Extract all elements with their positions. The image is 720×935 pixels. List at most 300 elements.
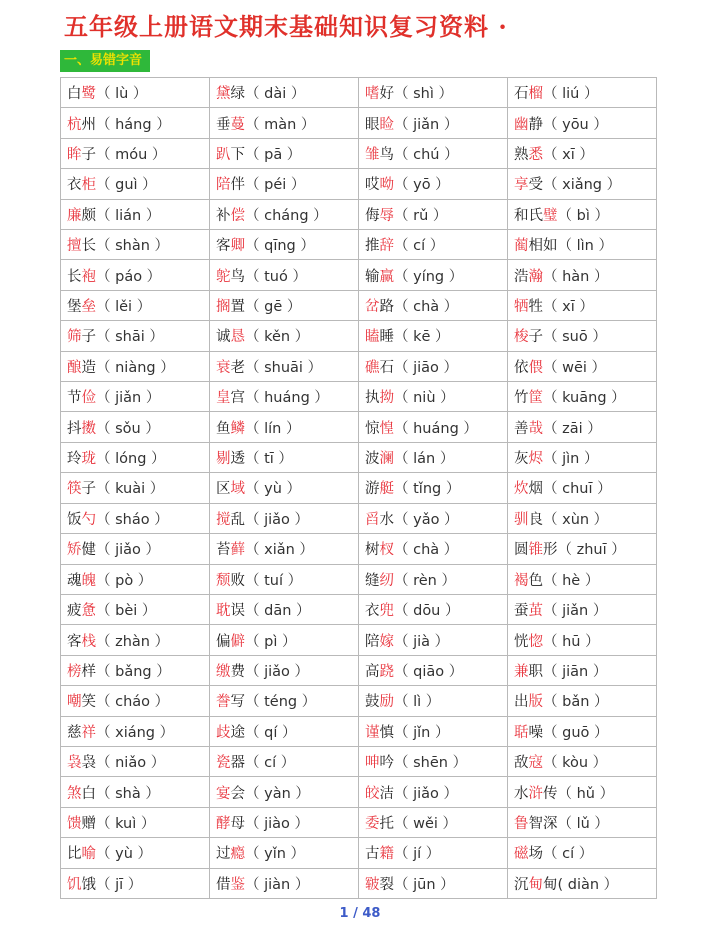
word-prefix: 诚 — [216, 329, 231, 346]
highlighted-char: 驯 — [514, 511, 529, 528]
word-suffix: 水 — [379, 511, 394, 528]
word-suffix: 绿 — [230, 86, 245, 103]
word-suffix: 噪 — [528, 724, 543, 741]
pinyin: （ pā ） — [245, 147, 302, 164]
highlighted-char: 嗜 — [365, 86, 380, 103]
word-cell — [359, 656, 508, 686]
word-cell — [508, 808, 657, 838]
highlighted-char: 祥 — [81, 724, 96, 741]
word-prefix: 客 — [216, 238, 231, 255]
word-cell — [508, 747, 657, 777]
pinyin: （ kē ） — [394, 329, 450, 346]
pinyin: （ dōu ） — [394, 603, 460, 620]
highlighted-char: 皲 — [365, 876, 380, 893]
word-suffix: 牲 — [528, 299, 543, 316]
highlighted-char: 聒 — [514, 724, 529, 741]
word-cell — [359, 260, 508, 290]
word-cell — [508, 717, 657, 747]
pinyin: （ pì ） — [245, 633, 297, 650]
word-cell — [359, 108, 508, 138]
word-prefix: 衣 — [67, 177, 82, 194]
pinyin: （ kuài ） — [96, 481, 165, 498]
highlighted-char: 搁 — [216, 299, 231, 316]
highlighted-char: 浒 — [528, 785, 543, 802]
word-cell — [61, 838, 210, 868]
word-suffix: 好 — [379, 86, 394, 103]
pinyin: （ jiǎo ） — [394, 785, 459, 802]
word-cell — [508, 230, 657, 260]
highlighted-char: 蔓 — [230, 116, 245, 133]
pinyin: （ lěi ） — [96, 299, 152, 316]
word-cell — [359, 230, 508, 260]
highlighted-char: 擅 — [67, 238, 82, 255]
word-cell — [210, 838, 359, 868]
pinyin: （ yíng ） — [394, 268, 464, 285]
pinyin: （ jiāo ） — [394, 359, 459, 376]
word-cell — [359, 869, 508, 899]
word-prefix: 敌 — [514, 755, 529, 772]
highlighted-char: 澜 — [379, 451, 394, 468]
word-cell — [359, 200, 508, 230]
highlighted-char: 版 — [528, 694, 543, 711]
pinyin: （ bèi ） — [96, 603, 157, 620]
word-cell — [61, 291, 210, 321]
highlighted-char: 嘲 — [67, 694, 82, 711]
pinyin: （ chú ） — [394, 147, 459, 164]
highlighted-char: 藓 — [230, 542, 245, 559]
pinyin: （ hū ） — [543, 633, 600, 650]
word-suffix: 睡 — [379, 329, 394, 346]
pinyin: （ xiǎng ） — [543, 177, 622, 194]
word-cell — [359, 504, 508, 534]
pinyin: （ xiǎn ） — [245, 542, 314, 559]
word-prefix: 垂 — [216, 116, 231, 133]
word-cell — [61, 504, 210, 534]
word-cell — [61, 200, 210, 230]
word-suffix: 误 — [230, 603, 245, 620]
highlighted-char: 偿 — [230, 207, 245, 224]
word-suffix: 健 — [81, 542, 96, 559]
pinyin: （ lìn ） — [557, 238, 613, 255]
word-cell — [508, 473, 657, 503]
word-prefix: 衣 — [365, 603, 380, 620]
pinyin: （ màn ） — [245, 116, 316, 133]
word-cell — [210, 230, 359, 260]
word-cell — [61, 169, 210, 199]
word-suffix: 烟 — [528, 481, 543, 498]
word-suffix: 子 — [81, 481, 96, 498]
pinyin: （ jiǎo ） — [245, 511, 310, 528]
word-suffix: 受 — [528, 177, 543, 194]
highlighted-char: 赢 — [379, 268, 394, 285]
word-suffix: 伴 — [230, 177, 245, 194]
word-cell — [210, 808, 359, 838]
highlighted-char: 魄 — [81, 572, 96, 589]
highlighted-char: 俭 — [81, 390, 96, 407]
highlighted-char: 耽 — [216, 603, 231, 620]
highlighted-char: 舀 — [365, 511, 380, 528]
word-suffix: 子 — [528, 329, 543, 346]
word-cell — [359, 443, 508, 473]
pinyin: （ jūn ） — [394, 876, 455, 893]
word-cell — [508, 534, 657, 564]
word-prefix: 推 — [365, 238, 380, 255]
word-cell — [508, 382, 657, 412]
word-cell — [210, 686, 359, 716]
word-cell — [359, 747, 508, 777]
word-cell — [210, 777, 359, 807]
word-cell — [508, 625, 657, 655]
word-prefix: 抖 — [67, 420, 82, 437]
word-cell — [359, 352, 508, 382]
word-prefix: 树 — [365, 542, 380, 559]
highlighted-char: 牺 — [514, 299, 529, 316]
highlighted-char: 筷 — [67, 481, 82, 498]
word-suffix: 静 — [528, 116, 543, 133]
word-cell — [210, 321, 359, 351]
word-cell — [359, 473, 508, 503]
highlighted-char: 拗 — [379, 390, 394, 407]
word-cell — [61, 808, 210, 838]
word-cell — [359, 808, 508, 838]
pinyin: （ péi ） — [245, 177, 306, 194]
highlighted-char: 睑 — [379, 116, 394, 133]
highlighted-char: 筛 — [67, 329, 82, 346]
word-prefix: 区 — [216, 481, 231, 498]
word-suffix: 良 — [528, 511, 543, 528]
pinyin: （ lì ） — [394, 694, 441, 711]
highlighted-char: 鳞 — [230, 420, 245, 437]
word-suffix: 宫 — [230, 390, 245, 407]
word-suffix: 路 — [379, 299, 394, 316]
word-prefix: 灰 — [514, 451, 529, 468]
word-cell — [210, 291, 359, 321]
pinyin: （ jǐn ） — [394, 724, 450, 741]
word-suffix: 写 — [230, 694, 245, 711]
word-suffix: 会 — [230, 785, 245, 802]
word-cell — [359, 78, 508, 108]
word-cell — [508, 656, 657, 686]
highlighted-char: 梭 — [514, 329, 529, 346]
word-cell — [508, 291, 657, 321]
word-cell — [61, 656, 210, 686]
highlighted-char: 磁 — [514, 846, 529, 863]
word-cell — [210, 443, 359, 473]
pinyin: （ xī ） — [543, 147, 594, 164]
word-suffix: 场 — [528, 846, 543, 863]
highlighted-char: 缴 — [216, 663, 231, 680]
highlighted-char: 雏 — [365, 147, 380, 164]
highlighted-char: 谨 — [365, 724, 380, 741]
highlighted-char: 委 — [365, 815, 380, 832]
word-cell — [508, 443, 657, 473]
word-prefix: 比 — [67, 846, 82, 863]
word-prefix: 高 — [365, 663, 380, 680]
word-cell — [359, 412, 508, 442]
word-cell — [61, 230, 210, 260]
pinyin: （ hǔ ） — [557, 785, 615, 802]
highlighted-char: 呻 — [365, 755, 380, 772]
word-cell — [508, 838, 657, 868]
highlighted-char: 籍 — [379, 846, 394, 863]
word-prefix: 和氏 — [514, 207, 543, 224]
word-suffix: 乱 — [230, 511, 245, 528]
word-cell — [508, 412, 657, 442]
word-prefix: 蚕 — [514, 603, 529, 620]
word-prefix: 堡 — [67, 299, 82, 316]
pinyin: （ lán ） — [394, 451, 455, 468]
highlighted-char: 宴 — [216, 785, 231, 802]
word-cell — [61, 717, 210, 747]
pinyin: （ jiān ） — [543, 663, 608, 680]
highlighted-char: 眸 — [67, 147, 82, 164]
word-suffix: 鸟 — [230, 268, 245, 285]
word-cell — [210, 260, 359, 290]
pinyin: （ gē ） — [245, 299, 302, 316]
pinyin: （ yō ） — [394, 177, 450, 194]
word-prefix: 依 — [514, 359, 529, 376]
highlighted-char: 酿 — [67, 359, 82, 376]
pinyin: （ guì ） — [96, 177, 157, 194]
pinyin: （ shuāi ） — [245, 359, 323, 376]
word-cell — [210, 473, 359, 503]
pinyin: （ cí ） — [543, 846, 594, 863]
highlighted-char: 跷 — [379, 663, 394, 680]
highlighted-char: 榴 — [528, 86, 543, 103]
pinyin: （ xī ） — [543, 299, 594, 316]
highlighted-char: 皎 — [365, 785, 380, 802]
word-cell — [508, 777, 657, 807]
word-prefix: 石 — [514, 86, 529, 103]
pinyin: （ chà ） — [394, 542, 459, 559]
word-cell — [210, 200, 359, 230]
word-cell — [61, 686, 210, 716]
highlighted-char: 饥 — [67, 876, 82, 893]
pinyin: （ kòu ） — [543, 755, 608, 772]
page-title: 五年级上册语文期末基础知识复习资料 · — [64, 12, 508, 41]
highlighted-char: 勺 — [81, 511, 96, 528]
pinyin: （ chuī ） — [543, 481, 612, 498]
pinyin: （ niù ） — [394, 390, 455, 407]
word-suffix: 吟 — [379, 755, 394, 772]
word-prefix: 饭 — [67, 511, 82, 528]
pinyin: （ tī ） — [245, 451, 293, 468]
highlighted-char: 僻 — [230, 633, 245, 650]
word-prefix: 缝 — [365, 572, 380, 589]
word-cell — [359, 625, 508, 655]
word-prefix: 补 — [216, 207, 231, 224]
word-suffix: 慎 — [379, 724, 394, 741]
highlighted-char: 惫 — [81, 603, 96, 620]
word-prefix: 玲 — [67, 451, 82, 468]
word-prefix: 鼓 — [365, 694, 380, 711]
word-prefix: 水 — [514, 785, 529, 802]
word-cell — [61, 382, 210, 412]
pinyin: （ guō ） — [543, 724, 609, 741]
word-suffix: 颇 — [81, 207, 96, 224]
highlighted-char: 陪 — [216, 177, 231, 194]
word-cell — [359, 382, 508, 412]
word-suffix: 洁 — [379, 785, 394, 802]
highlighted-char: 瞌 — [365, 329, 380, 346]
word-cell — [61, 352, 210, 382]
pinyin: （ yù ） — [245, 481, 301, 498]
word-prefix: 侮 — [365, 207, 380, 224]
word-cell — [508, 200, 657, 230]
word-suffix: 智深 — [528, 815, 558, 832]
word-cell — [210, 869, 359, 899]
highlighted-char: 域 — [230, 481, 245, 498]
word-cell — [359, 717, 508, 747]
highlighted-char: 烬 — [528, 451, 543, 468]
pinyin: （ niàng ） — [96, 359, 175, 376]
word-prefix: 惊 — [365, 420, 380, 437]
word-suffix: 母 — [230, 815, 245, 832]
word-prefix: 慈 — [67, 724, 82, 741]
highlighted-char: 茧 — [528, 603, 543, 620]
pinyin: （ sháo ） — [96, 511, 169, 528]
pinyin: （ jiǎn ） — [543, 603, 608, 620]
highlighted-char: 恳 — [230, 329, 245, 346]
pinyin: （ tǐng ） — [394, 481, 461, 498]
pinyin: （ móu ） — [96, 147, 167, 164]
pinyin: （ cháo ） — [96, 694, 170, 711]
highlighted-char: 璧 — [543, 207, 558, 224]
pinyin: （ hè ） — [543, 572, 600, 589]
word-cell — [359, 838, 508, 868]
highlighted-char: 鲁 — [514, 815, 529, 832]
pinyin: （ jī ） — [96, 876, 143, 893]
highlighted-char: 惶 — [379, 420, 394, 437]
word-cell — [359, 686, 508, 716]
highlighted-char: 剔 — [216, 451, 231, 468]
pinyin: （ lín ） — [245, 420, 301, 437]
pinyin: （ téng ） — [245, 694, 317, 711]
pinyin: （ jiǎn ） — [96, 390, 161, 407]
pinyin: （ yǎo ） — [394, 511, 459, 528]
word-cell — [359, 777, 508, 807]
word-prefix: 过 — [216, 846, 231, 863]
word-prefix: 竹 — [514, 390, 529, 407]
highlighted-char: 礁 — [365, 359, 380, 376]
highlighted-char: 励 — [379, 694, 394, 711]
pinyin: ( diàn ） — [557, 876, 619, 893]
word-cell — [508, 108, 657, 138]
word-prefix: 白 — [67, 86, 82, 103]
word-cell — [359, 565, 508, 595]
highlighted-char: 杭 — [67, 116, 82, 133]
highlighted-char: 纫 — [379, 572, 394, 589]
word-cell — [508, 504, 657, 534]
pinyin: （ shēn ） — [394, 755, 468, 772]
pinyin: （ wēi ） — [543, 359, 607, 376]
highlighted-char: 兼 — [514, 663, 529, 680]
pinyin: （ zhàn ） — [96, 633, 170, 650]
pinyin: （ niǎo ） — [96, 755, 166, 772]
pinyin: （ huáng ） — [394, 420, 478, 437]
pinyin: （ lǔ ） — [557, 815, 609, 832]
word-cell — [210, 382, 359, 412]
word-cell — [61, 139, 210, 169]
word-cell — [359, 534, 508, 564]
pinyin: （ xiáng ） — [96, 724, 175, 741]
pinyin: （ háng ） — [96, 116, 171, 133]
highlighted-char: 衰 — [216, 359, 231, 376]
pronunciation-table — [60, 77, 657, 899]
word-cell — [359, 169, 508, 199]
pinyin: （ jiǎn ） — [394, 116, 459, 133]
highlighted-char: 瘾 — [230, 846, 245, 863]
word-prefix: 熟 — [514, 147, 529, 164]
highlighted-char: 辞 — [379, 238, 394, 255]
word-suffix: 鸟 — [379, 147, 394, 164]
pinyin: （ huáng ） — [245, 390, 329, 407]
word-cell — [359, 139, 508, 169]
pinyin: （ pò ） — [96, 572, 153, 589]
highlighted-char: 歧 — [216, 724, 231, 741]
highlighted-char: 廉 — [67, 207, 82, 224]
word-prefix: 眼 — [365, 116, 380, 133]
word-prefix: 执 — [365, 390, 380, 407]
highlighted-char: 榜 — [67, 663, 82, 680]
word-cell — [508, 595, 657, 625]
highlighted-char: 煞 — [67, 785, 82, 802]
pinyin: （ yàn ） — [245, 785, 310, 802]
word-suffix: 相如 — [528, 238, 558, 255]
pinyin: （ dài ） — [245, 86, 306, 103]
word-cell — [61, 473, 210, 503]
word-cell — [508, 169, 657, 199]
highlighted-char: 颓 — [216, 572, 231, 589]
word-suffix: 裂 — [379, 876, 394, 893]
word-cell — [508, 686, 657, 716]
pinyin: （ tuí ） — [245, 572, 303, 589]
highlighted-char: 酵 — [216, 815, 231, 832]
pinyin: （ lián ） — [96, 207, 161, 224]
highlighted-char: 辱 — [379, 207, 394, 224]
highlighted-char: 喻 — [81, 846, 96, 863]
word-prefix: 古 — [365, 846, 380, 863]
word-cell — [508, 869, 657, 899]
highlighted-char: 炊 — [514, 481, 529, 498]
pinyin: （ lóng ） — [96, 451, 166, 468]
pinyin: （ kuì ） — [96, 815, 156, 832]
word-cell — [210, 534, 359, 564]
pinyin: （ xùn ） — [543, 511, 609, 528]
word-suffix: 下 — [230, 147, 245, 164]
pinyin: （ qí ） — [245, 724, 297, 741]
word-prefix: 鱼 — [216, 420, 231, 437]
highlighted-char: 嫁 — [379, 633, 394, 650]
pinyin: （ jià ） — [394, 633, 450, 650]
word-prefix: 魂 — [67, 572, 82, 589]
highlighted-char: 锥 — [528, 542, 543, 559]
word-suffix: 饿 — [81, 876, 96, 893]
pinyin: （ sǒu ） — [96, 420, 160, 437]
highlighted-char: 褐 — [514, 572, 529, 589]
word-prefix: 长 — [67, 268, 82, 285]
pinyin: （ lù ） — [96, 86, 148, 103]
word-suffix: 子 — [81, 329, 96, 346]
word-cell — [508, 321, 657, 351]
highlighted-char: 鹭 — [81, 86, 96, 103]
word-cell — [210, 717, 359, 747]
word-suffix: 色 — [528, 572, 543, 589]
word-suffix: 州 — [81, 116, 96, 133]
word-suffix: 器 — [230, 755, 245, 772]
pinyin: （ yù ） — [96, 846, 152, 863]
pinyin: （ shì ） — [394, 86, 453, 103]
